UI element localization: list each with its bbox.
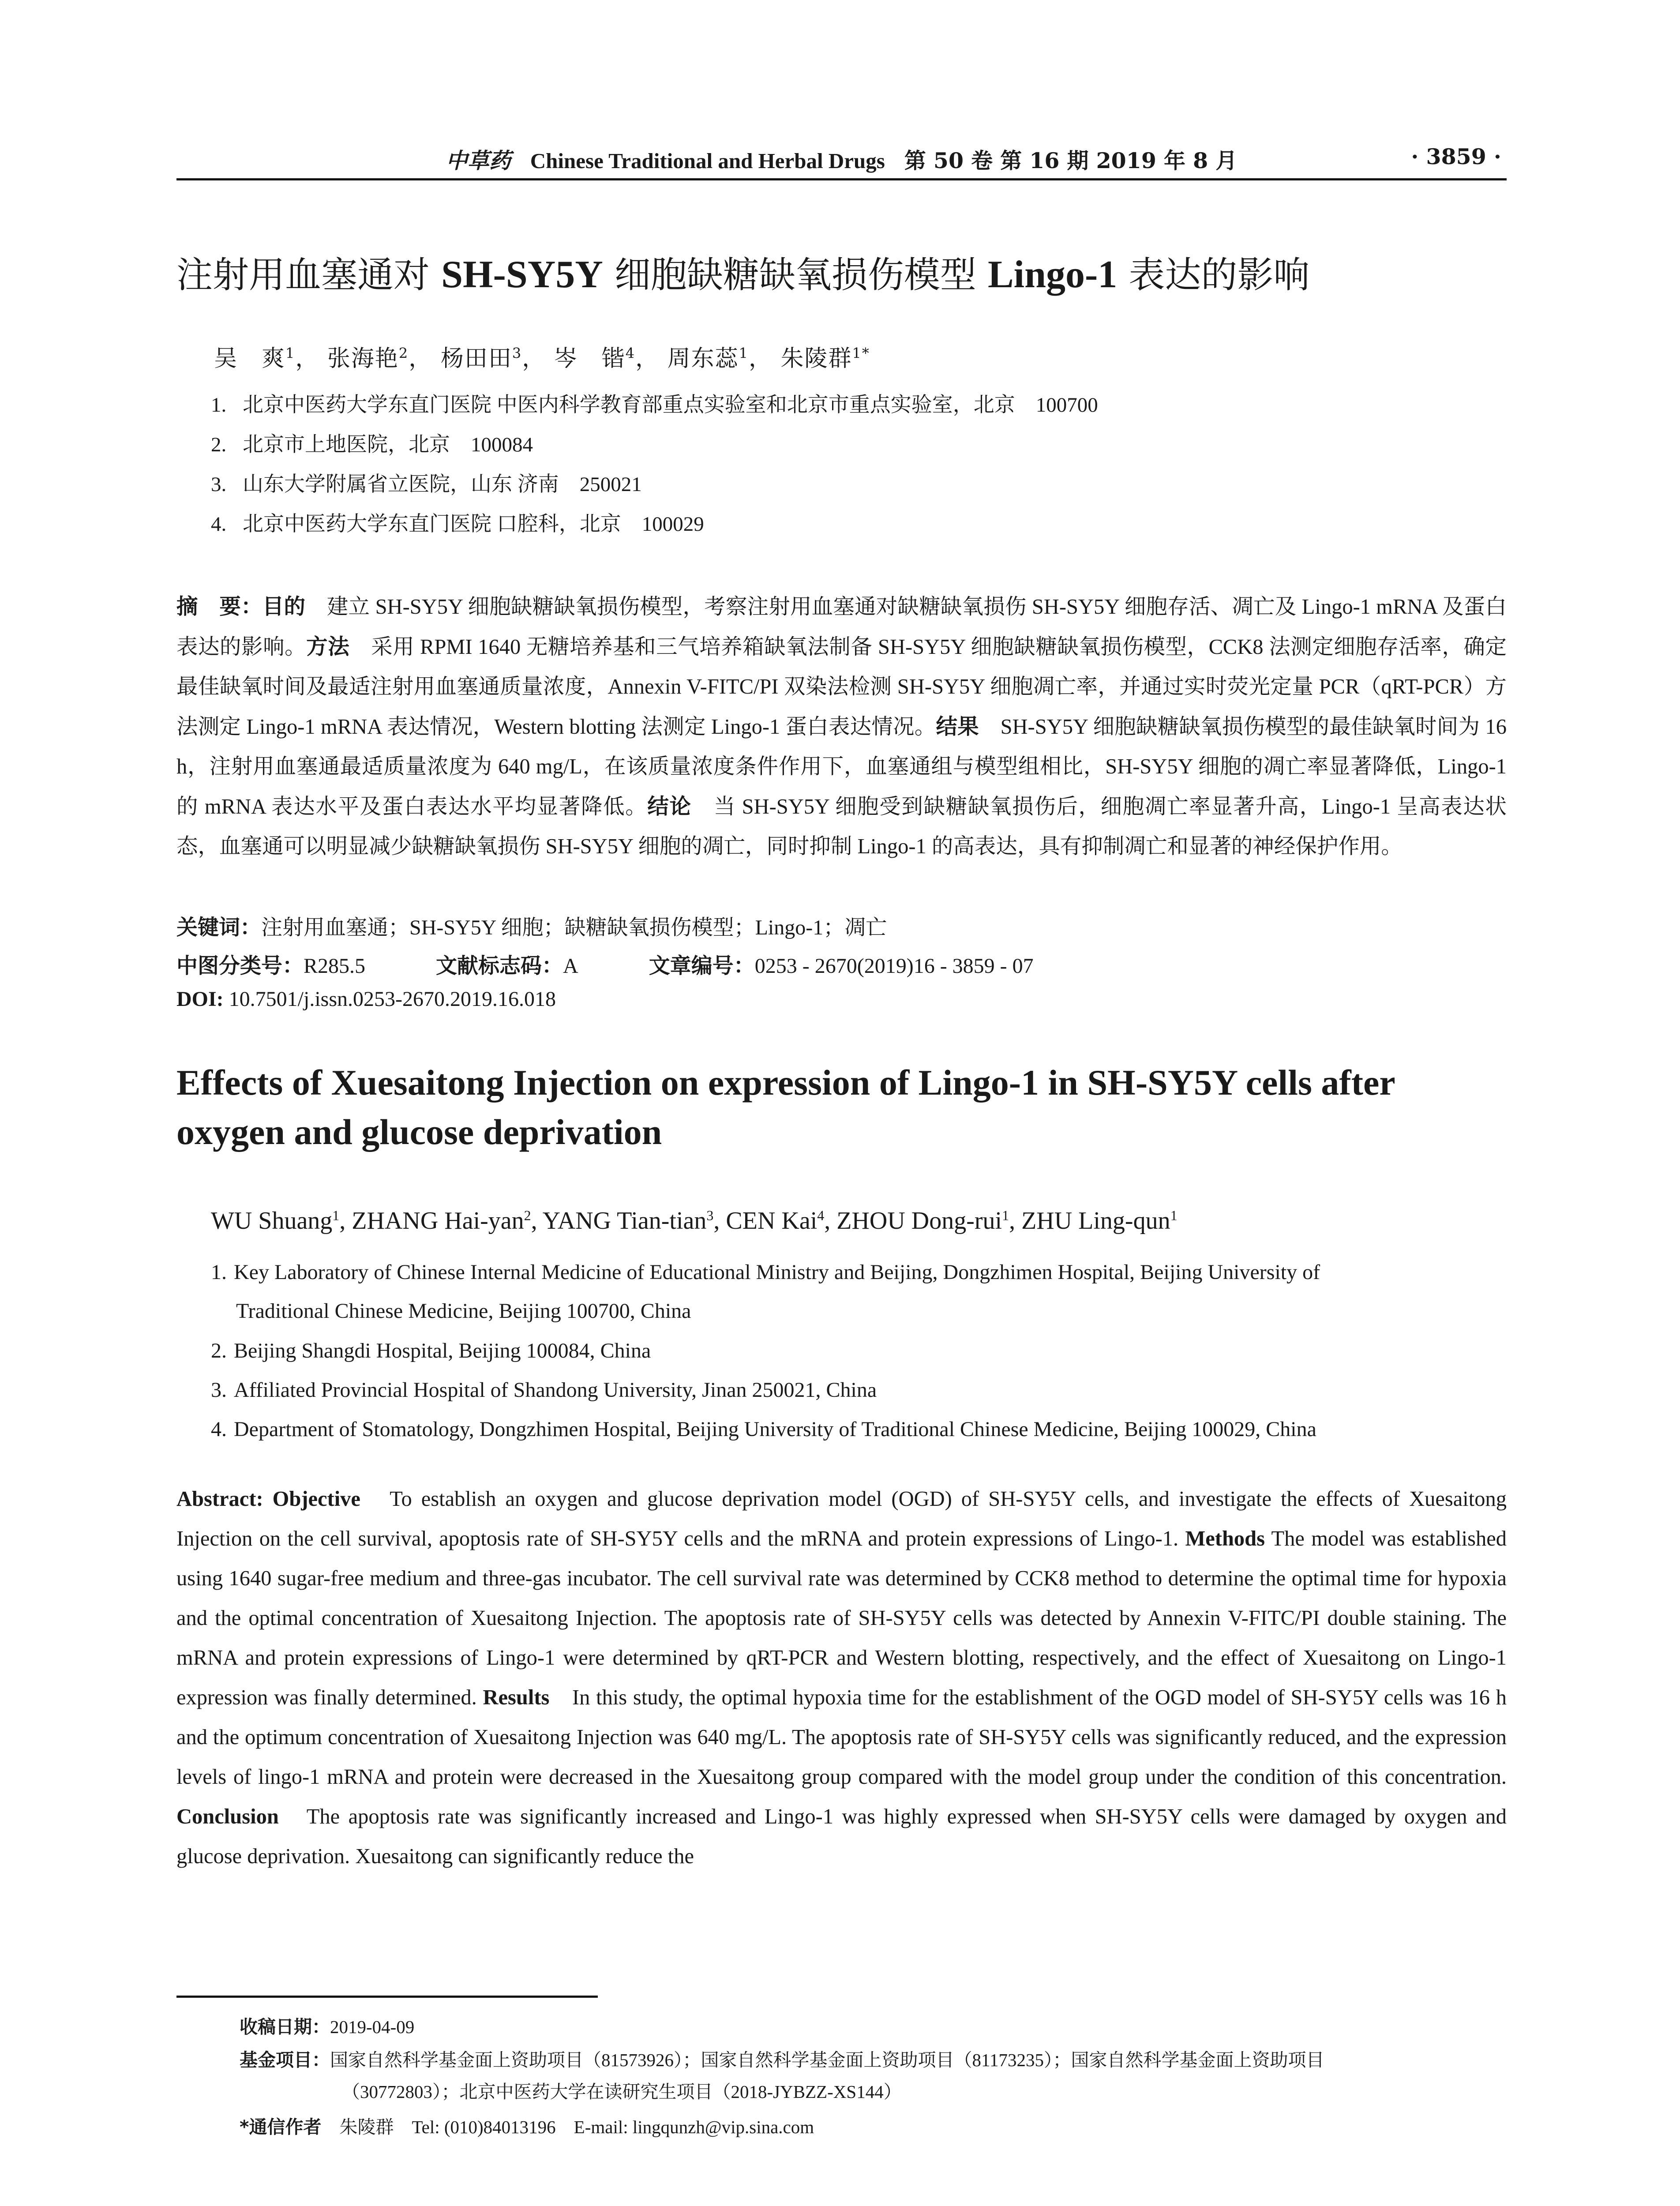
affiliation-text: 北京市上地医院，北京 100084 bbox=[243, 433, 533, 456]
author: ZHU Ling-qun bbox=[1021, 1207, 1170, 1234]
abstract-label: 摘 要： bbox=[176, 594, 262, 619]
title-cn bbox=[176, 246, 1507, 298]
doi-label: DOI: bbox=[176, 987, 224, 1011]
affiliation-text: 山东大学附属省立医院，山东 济南 250021 bbox=[243, 473, 642, 496]
author: 杨田田 bbox=[440, 345, 512, 372]
affiliation-en bbox=[211, 1410, 1508, 1449]
author-affiliation-mark: 2 bbox=[398, 345, 409, 362]
author: 张海艳 bbox=[327, 345, 399, 372]
doc-code-label: 文献标志码： bbox=[436, 953, 563, 978]
affiliation-text: Traditional Chinese Medicine, Beijing 100700, China bbox=[236, 1299, 691, 1323]
abstract-en bbox=[176, 1479, 1507, 1876]
author: 周东蕊 bbox=[667, 345, 739, 372]
clc-value: R285.5 bbox=[304, 954, 366, 978]
fund-label: 基金项目： bbox=[240, 2049, 330, 2071]
results-label: 结果 bbox=[936, 714, 979, 739]
objective-text: 建立 SH-SY5Y 细胞缺糖缺氧损伤模型，考察注射用血塞通对缺糖缺氧损伤 SH-SY5Y 细胞存活、凋亡及 Lingo-1 mRNA 及蛋白表达的影响。 bbox=[176, 595, 1507, 659]
affiliation-en bbox=[211, 1332, 1508, 1370]
author-affiliation-mark: 4 bbox=[625, 345, 636, 362]
issue-info: 第 50 卷 第 16 期 2019 年 8 月 bbox=[904, 148, 1238, 173]
affiliation-cn bbox=[211, 507, 704, 537]
keywords-text: 注射用血塞通；SH-SY5Y 细胞；缺糖缺氧损伤模型；Lingo-1；凋亡 bbox=[261, 916, 887, 939]
author-affiliation-mark: 3 bbox=[706, 1207, 714, 1223]
affiliation-number: 3. bbox=[211, 1378, 227, 1402]
fund-text: （30772803）；北京中医药大学在读研究生项目（2018-JYBZZ-XS144） bbox=[342, 2082, 902, 2102]
conclusion-label: 结论 bbox=[647, 794, 692, 819]
title-cn-part: Lingo-1 bbox=[987, 253, 1118, 296]
doi-value: 10.7501/j.issn.0253-2670.2019.16.018 bbox=[223, 987, 556, 1011]
affiliation-en bbox=[211, 1253, 1508, 1331]
author-affiliation-mark: 4 bbox=[817, 1207, 825, 1223]
author-affiliation-mark: 2 bbox=[524, 1207, 531, 1223]
author: ZHANG Hai-yan bbox=[352, 1207, 524, 1234]
authors-cn: 吴 爽$^1$， 张海艳$^2$， 杨田田$^3$， 岑 锴$^4$， 周东蕊$^1$， 朱陵群$^{1*}$ bbox=[214, 345, 870, 372]
author: ZHOU Dong-rui bbox=[836, 1207, 1002, 1234]
doi-line bbox=[176, 987, 556, 1011]
author: 岑 锴 bbox=[554, 345, 626, 372]
affiliation-cn bbox=[211, 428, 533, 458]
affiliation-text: Key Laboratory of Chinese Internal Medicine of Educational Ministry and Beijing, Dongzhimen Hospital, Beijing University of bbox=[234, 1261, 1320, 1284]
author-affiliation-mark: 1 bbox=[1002, 1207, 1009, 1223]
journal-cn-name: 中草药 bbox=[446, 148, 511, 173]
abstract-label: Abstract: Objective bbox=[176, 1487, 360, 1511]
author-affiliation-mark: 1 bbox=[1170, 1207, 1178, 1223]
affiliation-cn bbox=[211, 388, 1098, 418]
affiliation-number: 2. bbox=[211, 433, 227, 456]
title-cn-part: 注射用血塞通对 bbox=[176, 254, 442, 296]
conclusion-label: Conclusion bbox=[176, 1805, 279, 1828]
affiliation-text: Beijing Shangdi Hospital, Beijing 100084, China bbox=[234, 1339, 651, 1362]
running-header bbox=[176, 140, 1507, 180]
objective-text: To establish an oxygen and glucose deprivation model (OGD) of SH-SY5Y cells, and investigate the effects of Xuesaitong Injection on the cell survival, apoptosis rate of SH-SY5Y cells and the mRNA and protein expressions of Lingo-1. bbox=[176, 1487, 1507, 1550]
abstract-cn bbox=[176, 587, 1507, 867]
title-en: Effects of Xuesaitong Injection on expression of Lingo-1 in SH-SY5Y cells after oxygen and glucose deprivation bbox=[176, 1062, 1395, 1152]
doc-code-value: A bbox=[563, 954, 578, 978]
author-affiliation-mark: 3 bbox=[512, 345, 522, 362]
corresponding-label: *通信作者 bbox=[240, 2116, 322, 2138]
title-cn-part: 细胞缺糖缺氧损伤模型 bbox=[603, 254, 988, 296]
keywords-cn bbox=[176, 910, 887, 941]
methods-text: 采用 RPMI 1640 无糖培养基和三气培养箱缺氧法制备 SH-SY5Y 细胞缺糖缺氧损伤模型，CCK8 法测定细胞存活率，确定最佳缺氧时间及最适注射用血塞通质量浓度，Annexin V-FITC/PI 双染法检测 SH-SY5Y 细胞凋亡率，并通过实时荧光定量 PCR（qRT-PCR）方法测定 Lingo-1 mRNA 表达情况，Western blotting 法测定 Lingo-1 蛋白表达情况。 bbox=[176, 635, 1507, 739]
affiliation-en bbox=[211, 1371, 1508, 1410]
title-cn-part: 表达的影响 bbox=[1117, 254, 1310, 296]
article-number-label: 文章编号： bbox=[649, 953, 755, 978]
conclusion-text: 当 SH-SY5Y 细胞受到缺糖缺氧损伤后，细胞凋亡率显著升高，Lingo-1 呈高表达状态，血塞通可以明显减少缺糖缺氧损伤 SH-SY5Y 细胞的凋亡，同时抑制 Lingo-1 的高表达，具有抑制凋亡和显著的神经保护作用。 bbox=[176, 795, 1507, 858]
clc-label: 中图分类号： bbox=[176, 953, 304, 978]
fund-text: 国家自然科学基金面上资助项目（81573926）；国家自然科学基金面上资助项目（81173235）；国家自然科学基金面上资助项目 bbox=[330, 2050, 1324, 2070]
methods-label: 方法 bbox=[306, 634, 350, 659]
journal-en-name: Chinese Traditional and Herbal Drugs bbox=[530, 149, 885, 173]
author: 朱陵群 bbox=[780, 345, 852, 372]
affiliation-text: 北京中医药大学东直门医院 口腔科，北京 100029 bbox=[243, 513, 704, 536]
results-text: In this study, the optimal hypoxia time for the establishment of the OGD model of SH-SY5Y cells was 16 h and the optimum concentration of Xuesaitong Injection was 640 mg/L. The apoptosis rate of SH-SY5Y cells was significantly reduced, and the expression levels of lingo-1 mRNA and protein were decreased in the Xuesaitong group compared with the model group under the condition of this concentration. bbox=[176, 1686, 1507, 1789]
footnote-divider bbox=[176, 1996, 598, 1998]
author-affiliation-mark: 1 bbox=[739, 345, 749, 362]
authors-en: WU Shuang$^1$, ZHANG Hai-yan$^2$, YANG Tian-tian$^3$, CEN Kai$^4$, ZHOU Dong-rui$^1$, ZHU Ling-qun$^1$ bbox=[211, 1207, 1178, 1234]
author: 吴 爽 bbox=[214, 345, 286, 372]
keywords-label: 关键词： bbox=[176, 915, 262, 940]
author: YANG Tian-tian bbox=[542, 1207, 707, 1234]
author: WU Shuang bbox=[211, 1207, 333, 1234]
affiliation-text: 北京中医药大学东直门医院 中医内科学教育部重点实验室和北京市重点实验室，北京 100700 bbox=[243, 394, 1098, 416]
conclusion-text: The apoptosis rate was significantly increased and Lingo-1 was highly expressed when SH-SY5Y cells were damaged by oxygen and glucose deprivation. Xuesaitong can significantly reduce the bbox=[176, 1805, 1507, 1868]
affiliation-number: 4. bbox=[211, 1418, 227, 1441]
results-label: Results bbox=[483, 1686, 550, 1709]
author-affiliation-mark: 1 bbox=[285, 345, 296, 362]
methods-label: Methods bbox=[1185, 1527, 1265, 1550]
affiliation-text: Department of Stomatology, Dongzhimen Hospital, Beijing University of Traditional Chinese Medicine, Beijing 100029, China bbox=[234, 1418, 1316, 1441]
received-date: 2019-04-09 bbox=[330, 2017, 415, 2037]
footnote-corresponding bbox=[240, 2111, 1510, 2143]
author: CEN Kai bbox=[726, 1207, 818, 1234]
results-text: SH-SY5Y 细胞缺糖缺氧损伤模型的最佳缺氧时间为 16 h，注射用血塞通最适质量浓度为 640 mg/L，在该质量浓度条件作用下，血塞通组与模型组相比，SH-SY5Y 细胞的凋亡率显著降低，Lingo-1 的 mRNA 表达水平及蛋白表达水平均显著降低。 bbox=[176, 715, 1507, 818]
corresponding-text: 朱陵群 Tel: (010)84013196 E-mail: lingqunzh@vip.sina.com bbox=[321, 2117, 814, 2137]
objective-label: 目的 bbox=[262, 594, 306, 619]
methods-text: The model was established using 1640 sugar-free medium and three-gas incubator. The cell survival rate was determined by CCK8 method to determine the optimal time for hypoxia and the optimal concentration of Xuesaitong Injection. The apoptosis rate of SH-SY5Y cells was detected by Annexin V-FITC/PI double staining. The mRNA and protein expressions of Lingo-1 were determined by qRT-PCR and Western blotting, respectively, and the effect of Xuesaitong on Lingo-1 expression was finally determined. bbox=[176, 1527, 1507, 1709]
author-affiliation-mark: 1 bbox=[332, 1207, 340, 1223]
author-affiliation-mark: 1* bbox=[852, 345, 870, 362]
affiliation-number: 3. bbox=[211, 473, 227, 496]
received-label: 收稿日期： bbox=[240, 2016, 330, 2037]
title-cn-part: SH-SY5Y bbox=[441, 253, 603, 296]
affiliation-number: 2. bbox=[211, 1339, 227, 1362]
affiliation-text: Affiliated Provincial Hospital of Shandong University, Jinan 250021, China bbox=[234, 1378, 877, 1402]
footnote-fund bbox=[240, 2044, 1510, 2108]
classification-line bbox=[176, 949, 1034, 979]
affiliation-number: 1. bbox=[211, 1261, 227, 1284]
article-number-value: 0253 - 2670(2019)16 - 3859 - 07 bbox=[754, 954, 1034, 978]
journal-header bbox=[176, 144, 1507, 175]
page-number: · 3859 · bbox=[1411, 144, 1501, 169]
affiliation-number: 1. bbox=[211, 394, 227, 416]
affiliation-cn bbox=[211, 468, 642, 497]
affiliation-number: 4. bbox=[211, 513, 227, 536]
footnote-received bbox=[240, 2011, 1510, 2043]
